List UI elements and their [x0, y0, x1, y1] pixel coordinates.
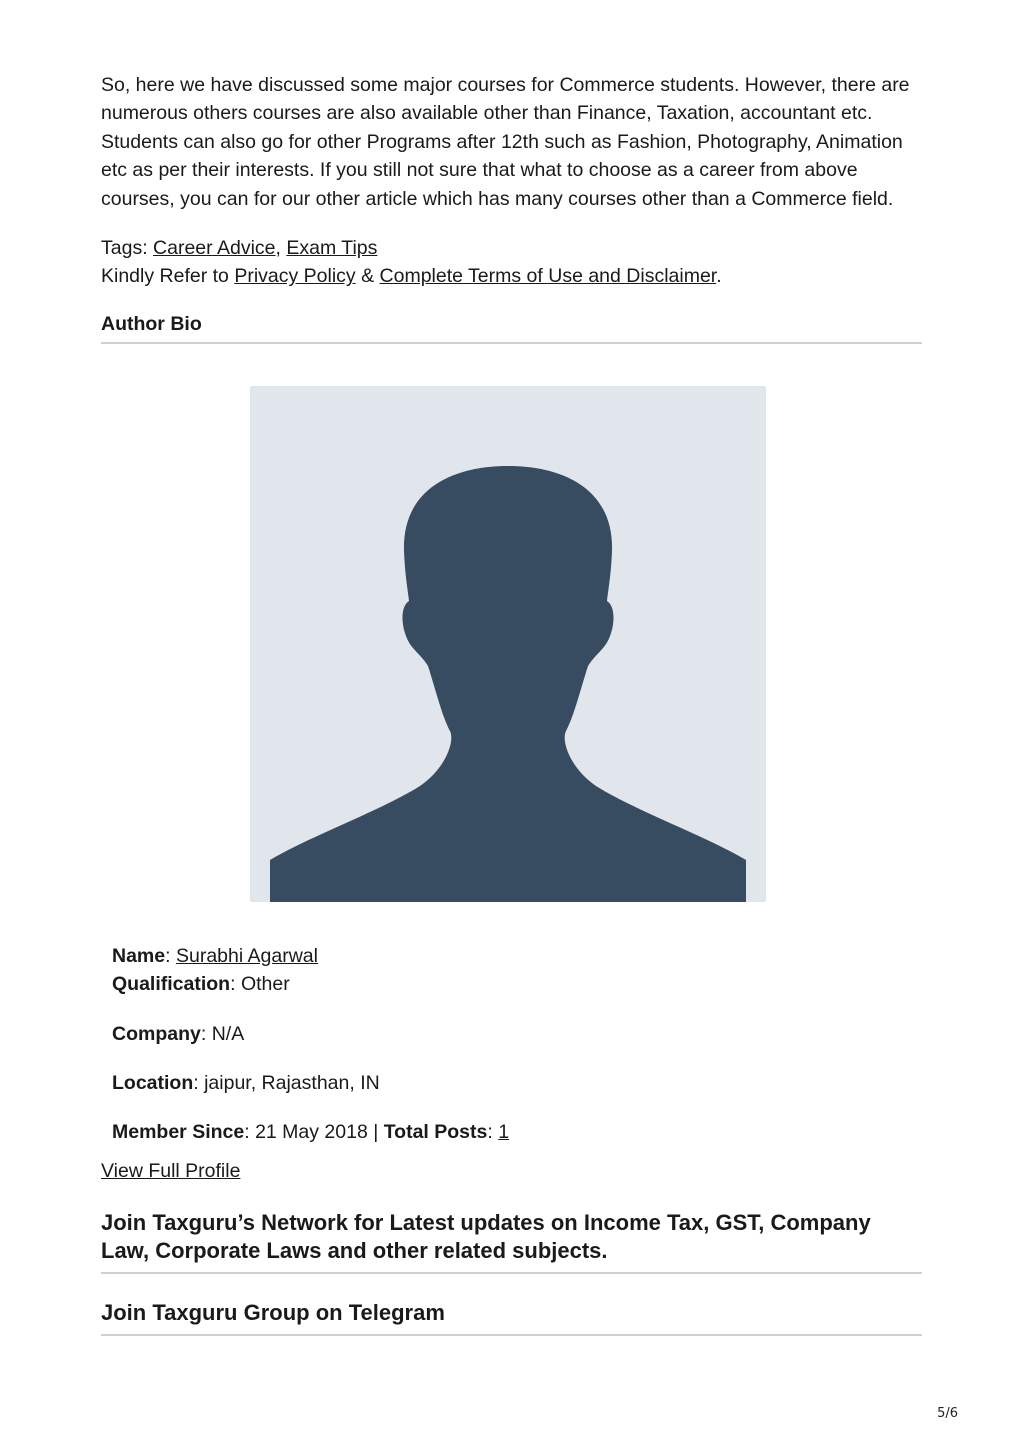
default-user-silhouette-icon: [250, 386, 766, 902]
author-name-row: [112, 942, 922, 970]
colon: :: [230, 973, 241, 996]
total-posts-label: Total Posts: [383, 1121, 488, 1144]
refer-and: &: [355, 265, 380, 288]
author-name-link[interactable]: Surabhi Agarwal: [175, 944, 318, 967]
privacy-policy-link[interactable]: Privacy Policy: [234, 265, 356, 288]
tag-link-career-advice[interactable]: Career Advice: [153, 237, 276, 260]
refer-prefix: Kindly Refer to: [101, 265, 235, 288]
view-full-profile-link[interactable]: View Full Profile: [101, 1159, 241, 1182]
join-network-heading: Join Taxguru’s Network for Latest updates on Income Tax, GST, Company Law, Corporate Laws and other related subjects.: [101, 1209, 922, 1274]
colon: :: [165, 944, 176, 967]
company-value: N/A: [211, 1022, 245, 1045]
author-details: [112, 942, 922, 1147]
qualification-label: Qualification: [112, 973, 231, 996]
location-row: [112, 1069, 922, 1097]
member-since-label: Member Since: [112, 1121, 245, 1144]
closing-paragraph: So, here we have discussed some major courses for Commerce students. However, there are numerous others courses are also available other than Finance, Taxation, accountant etc. Students can also go for other Programs after 12th such as Fashion, Photography, Animation etc as per their interests. If you still not sure that what to choose as a career from above courses, you can for our other article which has many courses other than a Commerce field.: [101, 74, 910, 210]
refer-line: [101, 262, 922, 290]
tag-link-exam-tips[interactable]: Exam Tips: [286, 237, 378, 260]
terms-link[interactable]: Complete Terms of Use and Disclaimer: [379, 265, 717, 288]
company-row: [112, 1020, 922, 1048]
join-telegram-heading: Join Taxguru Group on Telegram: [101, 1299, 922, 1336]
tags-line: [101, 234, 922, 262]
location-value: jaipur, Rajasthan, IN: [204, 1072, 380, 1095]
author-bio-heading: Author Bio: [101, 313, 922, 344]
author-avatar: [250, 386, 766, 902]
colon: :: [193, 1072, 205, 1095]
separator: |: [367, 1121, 384, 1144]
colon: :: [200, 1022, 212, 1045]
company-label: Company: [112, 1022, 201, 1045]
qualification-value: Other: [240, 973, 290, 996]
qualification-row: [112, 970, 922, 998]
colon: :: [244, 1121, 256, 1144]
page-number: 5/6: [937, 1406, 958, 1421]
location-label: Location: [112, 1072, 194, 1095]
colon: :: [487, 1121, 499, 1144]
refer-suffix: .: [716, 265, 722, 288]
name-label: Name: [112, 944, 166, 967]
member-since-row: [112, 1118, 922, 1146]
tag-separator: ,: [275, 237, 287, 260]
article-page: [101, 71, 922, 1358]
total-posts-link[interactable]: 1: [498, 1121, 510, 1144]
tags-label: Tags:: [101, 237, 154, 260]
tags-block: [101, 234, 922, 291]
member-since-value: 21 May 2018: [255, 1121, 368, 1144]
